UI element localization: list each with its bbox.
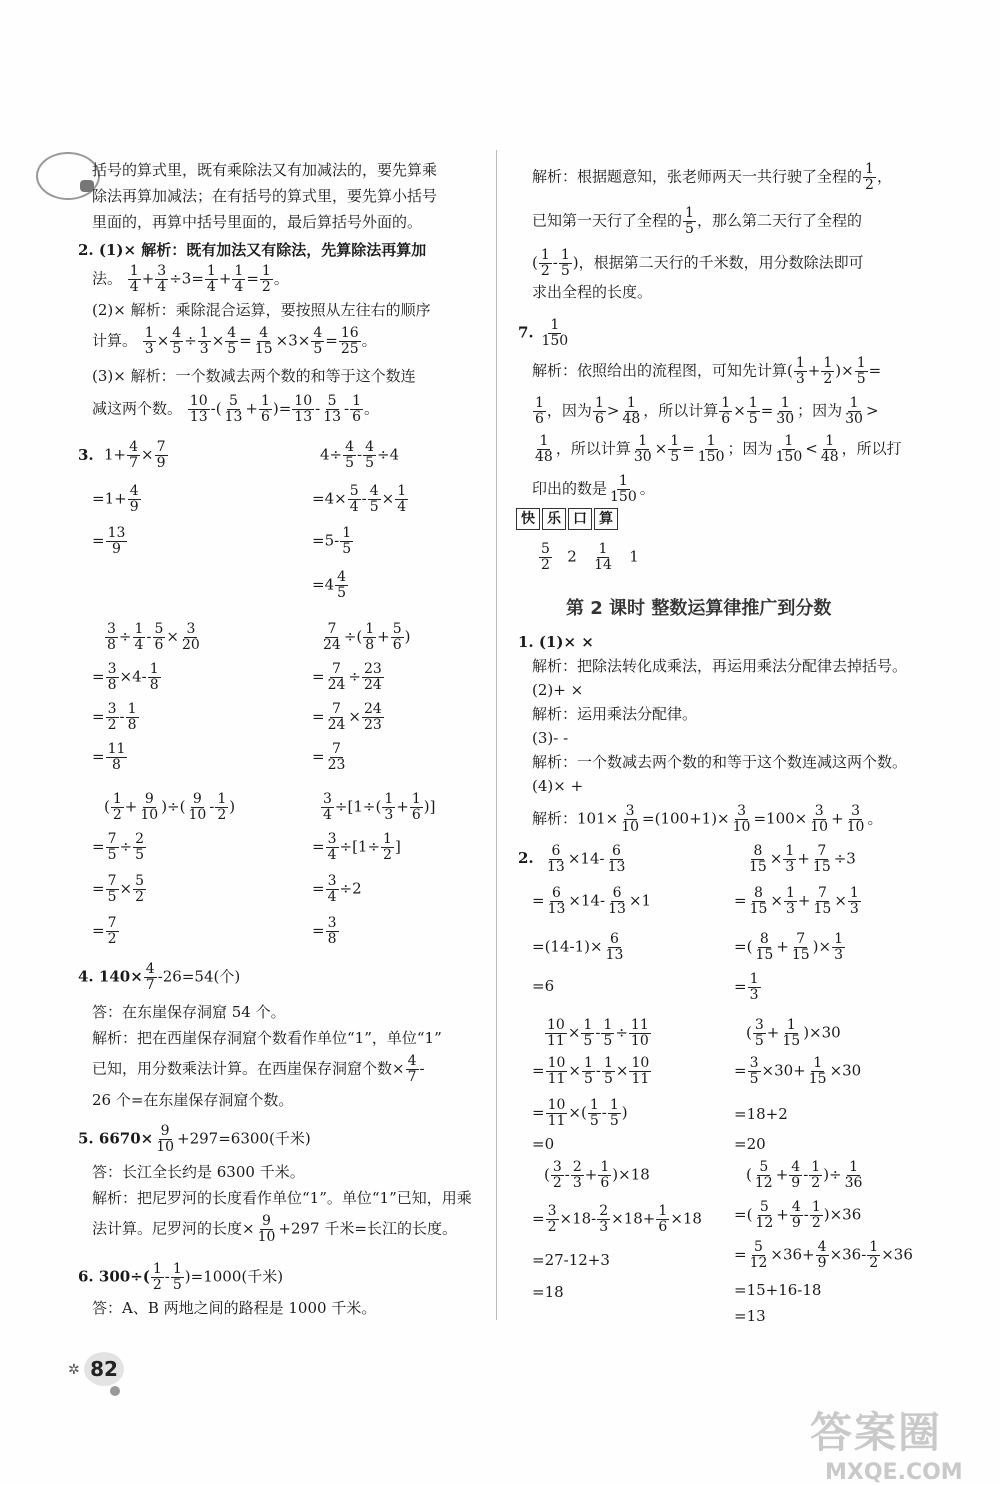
q6-calc: 6. 300÷( $\frac{1}{2}$ - $\frac{1}{5}$ )=1000(千米) bbox=[78, 1261, 284, 1293]
frac: $\frac{5}{6}$ bbox=[392, 621, 402, 653]
frac: $\frac{1}{14}$ bbox=[594, 541, 612, 573]
l2-e3: =27-12+3 bbox=[532, 1251, 610, 1269]
frac: $\frac{1}{8}$ bbox=[365, 621, 375, 653]
l2-d2: = $\frac{3}{5}$ ×30+ $\frac{1}{15}$ ×30 bbox=[734, 1055, 862, 1087]
q2-3-calc: 减这两个数。 $\frac{10}{13}$ -( $\frac{5}{13}$ + $\frac{1}{6}$ )= $\frac{10}{13}$ - $\frac{5}{13}$ - $\frac{1}{6}$ 。 bbox=[92, 393, 380, 425]
q6-text: 6. 300÷( bbox=[78, 1267, 150, 1286]
q4-jx2-text: 已知，用分数乘法计算。在西崖保存洞窟个数× bbox=[92, 1059, 405, 1078]
q6-jx1-text: 解析：根据题意知，张老师两天一共行驶了全程的 bbox=[532, 167, 863, 186]
q7-calc bbox=[518, 318, 571, 349]
q5-jx2-text: 法计算。尼罗河的长度× bbox=[92, 1219, 255, 1238]
frac: $\frac{3}{5}$ bbox=[749, 1055, 759, 1087]
q5-jx-2 bbox=[92, 1214, 457, 1245]
frac: $\frac{3}{2}$ bbox=[552, 1159, 562, 1191]
frac: $\frac{1}{2}$ bbox=[823, 355, 833, 387]
frac: $\frac{3}{4}$ bbox=[323, 791, 332, 823]
frac: $\frac{4}{7}$ bbox=[407, 1053, 417, 1085]
frac: $\frac{5}{2}$ bbox=[135, 873, 144, 905]
q4-text-b: -26=54(个) bbox=[157, 967, 241, 986]
frac: $\frac{1}{2}$ bbox=[217, 791, 227, 823]
q3-c2: = $\frac{3}{8}$ ×4- $\frac{1}{8}$ bbox=[92, 661, 159, 693]
frac: $\frac{1}{6}$ bbox=[658, 1203, 668, 1235]
kuaile-char: 快 bbox=[516, 508, 540, 530]
q7-jx2b: ，所以计算 bbox=[643, 401, 719, 420]
frac: $\frac{7}{24}$ bbox=[327, 701, 346, 733]
frac: $\frac{7}{24}$ bbox=[327, 661, 346, 693]
l2-f1: ( $\frac{5}{12}$ + $\frac{4}{9}$ - $\frac{1}{2}$ )÷ $\frac{1}{36}$ bbox=[746, 1159, 863, 1191]
frac: $\frac{1}{6}$ bbox=[352, 393, 362, 425]
frac: $\frac{10}{13}$ bbox=[189, 393, 208, 425]
frac: $\frac{1}{30}$ bbox=[633, 433, 652, 465]
frac: $\frac{5}{12}$ bbox=[755, 1199, 774, 1231]
q3-b2: =4× $\frac{5}{4}$ - $\frac{4}{5}$ × $\frac{1}{4}$ bbox=[312, 483, 407, 515]
q6-jx-3: ( $\frac{1}{2}$ - $\frac{1}{5}$ )，根据第二天行的千米数，用分数除法即可 bbox=[532, 247, 864, 279]
frac: $\frac{1}{2}$ bbox=[540, 247, 550, 279]
frac: $\frac{3}{2}$ bbox=[547, 1203, 557, 1235]
intro-line-2: 除法再算加减法；在有括号的算式里，要先算小括号 bbox=[92, 187, 438, 205]
frac: $\frac{8}{15}$ bbox=[755, 931, 774, 963]
frac: $\frac{13}{9}$ bbox=[107, 525, 126, 557]
frac: $\frac{23}{24}$ bbox=[363, 661, 382, 693]
q4-jx-3: 26 个=在东崖保存洞窟个数。 bbox=[92, 1091, 294, 1109]
frac: $\frac{6}{13}$ bbox=[607, 843, 626, 875]
frac: $\frac{1}{36}$ bbox=[844, 1159, 863, 1191]
l1-1-jx: 解析：把除法转化成乘法，再运用乘法分配律去掉括号。 bbox=[532, 657, 908, 675]
q6-jx-4: 求出全程的长度。 bbox=[532, 283, 653, 301]
l2-f3: = $\frac{5}{12}$ ×36+ $\frac{4}{9}$ ×36- $\frac{1}{2}$ ×36 bbox=[734, 1239, 913, 1271]
frac: $\frac{5}{4}$ bbox=[349, 483, 359, 515]
q3-f1: $\frac{3}{4}$ ÷[1÷( $\frac{1}{3}$ + $\frac{1}{6}$ )] bbox=[323, 791, 436, 823]
frac: $\frac{16}{25}$ bbox=[340, 325, 359, 357]
frac: $\frac{4}{5}$ bbox=[337, 569, 347, 601]
q7-jx3b: ；因为 bbox=[727, 439, 773, 458]
frac: $\frac{1}{5}$ bbox=[748, 395, 758, 427]
frac: $\frac{1}{5}$ bbox=[560, 247, 570, 279]
kuaile-ans: 2 bbox=[567, 547, 577, 566]
frac: $\frac{3}{20}$ bbox=[182, 621, 200, 653]
frac: $\frac{3}{4}$ bbox=[327, 831, 337, 863]
q2-3b: 减这两个数。 bbox=[92, 399, 183, 418]
frac: $\frac{1}{3}$ bbox=[785, 885, 795, 917]
kuaile-char: 口 bbox=[568, 508, 592, 530]
frac: $\frac{4}{7}$ bbox=[145, 961, 155, 993]
frac: $\frac{1}{5}$ bbox=[583, 1055, 593, 1087]
l2-d4: =20 bbox=[734, 1135, 766, 1153]
frac: $\frac{1}{3}$ bbox=[785, 843, 795, 875]
q7-jx-4: 印出的数是 $\frac{1}{150}$ 。 bbox=[532, 473, 655, 505]
frac: $\frac{1}{4}$ bbox=[234, 263, 244, 295]
frac: $\frac{1}{4}$ bbox=[129, 263, 139, 295]
frac: $\frac{7}{9}$ bbox=[156, 439, 166, 471]
column-divider bbox=[496, 150, 497, 1320]
frac: $\frac{1}{6}$ bbox=[600, 1159, 610, 1191]
l2-a3: =(14-1)× $\frac{6}{13}$ bbox=[532, 931, 624, 963]
l2-c2: = $\frac{10}{11}$ × $\frac{1}{5}$ - $\frac{1}{5}$ × $\frac{10}{11}$ bbox=[532, 1055, 650, 1087]
frac: $\frac{7}{2}$ bbox=[107, 915, 117, 947]
q6-jx-1: 解析：根据题意知，张老师两天一共行驶了全程的 $\frac{1}{2}$ ， bbox=[532, 161, 892, 193]
q7-jx3c: ，所以打 bbox=[841, 439, 902, 458]
frac: $\frac{1}{3}$ bbox=[795, 355, 805, 387]
frac: $\frac{7}{23}$ bbox=[327, 741, 346, 773]
l1-4jx-a: 解析：101× bbox=[532, 809, 619, 828]
lesson-title: 第 2 课时 整数运算律推广到分数 bbox=[566, 598, 832, 619]
frac: $\frac{3}{10}$ bbox=[810, 803, 829, 835]
kuaile-ans: 1 bbox=[629, 547, 639, 566]
l2-f4: =15+16-18 bbox=[734, 1281, 822, 1299]
frac: $\frac{7}{5}$ bbox=[107, 831, 117, 863]
frac: $\frac{3}{8}$ bbox=[107, 661, 117, 693]
frac: $\frac{1}{2}$ bbox=[383, 831, 392, 863]
page-number: 82 bbox=[84, 1352, 124, 1386]
q3-c3: = $\frac{3}{2}$ - $\frac{1}{8}$ bbox=[92, 701, 137, 733]
frac: $\frac{3}{5}$ bbox=[754, 1017, 764, 1049]
frac: $\frac{1}{48}$ bbox=[535, 433, 553, 465]
l2-b2: = $\frac{8}{15}$ × $\frac{1}{3}$ + $\frac{7}{15}$ × $\frac{1}{3}$ bbox=[734, 885, 859, 917]
q7-jx-2: $\frac{1}{6}$ ，因为 $\frac{1}{6}$ > $\frac{1}{48}$ ，所以计算 $\frac{1}{6}$ × $\frac{1}{5}$ = $\frac{1}{30}$ ；因为 $\frac{1}{30}$ > bbox=[535, 395, 879, 427]
q3-c1: $\frac{3}{8}$ ÷ $\frac{1}{4}$ - $\frac{5}{6}$ × $\frac{3}{20}$ bbox=[107, 621, 200, 653]
frac: $\frac{7}{5}$ bbox=[107, 873, 117, 905]
q3-label: 3. bbox=[78, 446, 94, 464]
frac: $\frac{1}{5}$ bbox=[583, 1017, 593, 1049]
frac: $\frac{1}{6}$ bbox=[411, 791, 421, 823]
frac: $\frac{4}{5}$ bbox=[227, 325, 237, 357]
frac: $\frac{6}{13}$ bbox=[547, 843, 565, 875]
frac: $\frac{1}{2}$ bbox=[261, 263, 271, 295]
q7-jx3a: ，所以计算 bbox=[555, 439, 631, 458]
frac: $\frac{7}{15}$ bbox=[813, 885, 832, 917]
frac: $\frac{5}{2}$ bbox=[541, 541, 550, 573]
q6-answer: 答：A、B 两地之间的路程是 1000 千米。 bbox=[92, 1299, 377, 1317]
l1-2: (2)+ × bbox=[532, 681, 584, 699]
q3-a1: 1+ $\frac{4}{7}$ × $\frac{7}{9}$ bbox=[104, 439, 166, 471]
q4-jx-2: 已知，用分数乘法计算。在西崖保存洞窟个数× $\frac{4}{7}$ - bbox=[92, 1053, 425, 1085]
q3-b4: =4 $\frac{4}{5}$ bbox=[312, 569, 347, 601]
kuaile-char: 算 bbox=[594, 508, 618, 530]
l1-1: 1. (1)× × bbox=[518, 633, 594, 651]
frac: $\frac{9}{10}$ bbox=[188, 791, 207, 823]
q4-answer: 答：在东崖保存洞窟 54 个。 bbox=[92, 1003, 286, 1021]
q7-jx2c: ；因为 bbox=[797, 401, 843, 420]
q3-e1: ( $\frac{1}{2}$ + $\frac{9}{10}$ )÷( $\frac{9}{10}$ - $\frac{1}{2}$ ) bbox=[104, 791, 236, 823]
q7-jx2a: ，因为 bbox=[546, 401, 592, 420]
intro-line-3: 里面的，再算中括号里面的，最后算括号外面的。 bbox=[92, 213, 423, 231]
q5-calc bbox=[78, 1124, 311, 1155]
q7-jx1-text: 解析：依照给出的流程图，可知先计算( bbox=[532, 361, 793, 380]
frac: $\frac{11}{10}$ bbox=[630, 1017, 649, 1049]
frac: $\frac{8}{15}$ bbox=[749, 885, 768, 917]
q6-text-b: )=1000(千米) bbox=[184, 1267, 284, 1286]
q2-2b: 计算。 bbox=[92, 331, 138, 350]
l2-b3: =( $\frac{8}{15}$ + $\frac{7}{15}$ )× $\frac{1}{3}$ bbox=[734, 931, 843, 963]
frac: $\frac{3}{8}$ bbox=[327, 915, 337, 947]
frac: $\frac{3}{10}$ bbox=[732, 803, 751, 835]
frac: $\frac{1}{5}$ bbox=[685, 205, 694, 237]
frac: $\frac{11}{8}$ bbox=[107, 741, 126, 773]
frac: $\frac{1}{150}$ bbox=[541, 317, 569, 349]
frac: $\frac{1}{5}$ bbox=[603, 1055, 613, 1087]
frac: $\frac{1}{6}$ bbox=[721, 395, 731, 427]
l1-4jx-d: 。 bbox=[867, 809, 883, 828]
frac: $\frac{1}{3}$ bbox=[749, 971, 759, 1003]
q6-jx-2 bbox=[532, 206, 862, 237]
l2-d1: ( $\frac{3}{5}$ + $\frac{1}{15}$ )×30 bbox=[746, 1017, 841, 1049]
frac: $\frac{9}{10}$ bbox=[156, 1123, 175, 1155]
frac: $\frac{1}{8}$ bbox=[127, 701, 137, 733]
frac: $\frac{5}{12}$ bbox=[749, 1239, 768, 1271]
q2-3: (3)× 解析：一个数减去两个数的和等于这个数连 bbox=[92, 367, 416, 385]
frac: $\frac{1}{6}$ bbox=[535, 395, 544, 427]
q6-jx2-text: 已知第一天行了全程的 bbox=[532, 211, 683, 230]
l2-a4: =6 bbox=[532, 977, 555, 995]
frac: $\frac{1}{48}$ bbox=[820, 433, 839, 465]
frac: $\frac{3}{2}$ bbox=[107, 701, 117, 733]
frac: $\frac{4}{9}$ bbox=[817, 1239, 827, 1271]
l2-c4: =0 bbox=[532, 1135, 555, 1153]
q5-answer: 答：长江全长约是 6300 千米。 bbox=[92, 1163, 305, 1181]
l2-b1: $\frac{8}{15}$ × $\frac{1}{3}$ + $\frac{7}{15}$ ÷3 bbox=[749, 843, 856, 875]
l2-e4: =18 bbox=[532, 1283, 564, 1301]
q7-jx-1: 解析：依照给出的流程图，可知先计算( $\frac{1}{3}$ + $\frac{1}{2}$ )× $\frac{1}{5}$ = bbox=[532, 355, 882, 387]
frac: $\frac{4}{9}$ bbox=[791, 1159, 801, 1191]
watermark-logo: 答案圈 MXQE.COM bbox=[810, 1408, 963, 1485]
l2-d3: =18+2 bbox=[734, 1105, 788, 1123]
frac: $\frac{1}{30}$ bbox=[776, 395, 795, 427]
frac: $\frac{4}{9}$ bbox=[791, 1199, 801, 1231]
seal-stamp bbox=[36, 152, 100, 200]
frac: $\frac{10}{13}$ bbox=[294, 393, 313, 425]
frac: $\frac{6}{13}$ bbox=[608, 885, 626, 917]
l2-c3: = $\frac{10}{11}$ ×( $\frac{1}{5}$ - $\frac{1}{5}$ ) bbox=[532, 1097, 628, 1129]
frac: $\frac{1}{3}$ bbox=[199, 325, 209, 357]
l1-4jx-c: =100× bbox=[753, 809, 808, 828]
q7-label: 7. bbox=[518, 323, 534, 342]
q2-2-calc: 计算。 $\frac{1}{3}$ × $\frac{4}{5}$ ÷ $\frac{1}{3}$ × $\frac{4}{5}$ = $\frac{4}{15}$ ×3× $\frac{4}{5}$ = $\frac{16}{25}$ 。 bbox=[92, 325, 377, 357]
l1-3: (3)- - bbox=[532, 729, 569, 747]
frac: $\frac{1}{5}$ bbox=[856, 355, 866, 387]
frac: $\frac{1}{150}$ bbox=[775, 433, 803, 465]
kuaile-kousuan-label bbox=[516, 508, 618, 530]
frac: $\frac{1}{48}$ bbox=[622, 395, 641, 427]
frac: $\frac{2}{3}$ bbox=[599, 1203, 609, 1235]
frac: $\frac{1}{150}$ bbox=[610, 473, 637, 505]
frac: $\frac{4}{5}$ bbox=[365, 439, 375, 471]
q3-a2: =1+ $\frac{4}{9}$ bbox=[92, 483, 139, 515]
frac: $\frac{1}{8}$ bbox=[149, 661, 159, 693]
q3-b1: 4÷ $\frac{4}{5}$ - $\frac{4}{5}$ ÷4 bbox=[320, 439, 400, 471]
q3-c4: = $\frac{11}{8}$ bbox=[92, 741, 126, 773]
frac: $\frac{4}{5}$ bbox=[172, 325, 182, 357]
l2-a2: = $\frac{6}{13}$ ×14- $\frac{6}{13}$ ×1 bbox=[532, 885, 652, 917]
frac: $\frac{3}{8}$ bbox=[107, 621, 116, 653]
q3-b3: =5- $\frac{1}{5}$ bbox=[312, 525, 352, 557]
frac: $\frac{1}{2}$ bbox=[112, 791, 122, 823]
q5-text: 5. 6670× bbox=[78, 1129, 154, 1148]
l2-b4: = $\frac{1}{3}$ bbox=[734, 971, 759, 1003]
frac: $\frac{10}{11}$ bbox=[547, 1097, 566, 1129]
star-icon: ✲ bbox=[68, 1362, 80, 1378]
frac: $\frac{8}{15}$ bbox=[749, 843, 767, 875]
frac: $\frac{1}{2}$ bbox=[811, 1199, 821, 1231]
q2-1-calc: 法。 $\frac{1}{4}$ + $\frac{3}{4}$ ÷3= $\frac{1}{4}$ + $\frac{1}{4}$ = $\frac{1}{2}$ 。 bbox=[92, 263, 289, 295]
frac: $\frac{5}{13}$ bbox=[224, 393, 243, 425]
frac: $\frac{1}{2}$ bbox=[152, 1261, 162, 1293]
frac: $\frac{1}{15}$ bbox=[782, 1017, 801, 1049]
q3-d4: = $\frac{7}{23}$ bbox=[312, 741, 346, 773]
frac: $\frac{24}{23}$ bbox=[363, 701, 382, 733]
frac: $\frac{2}{5}$ bbox=[135, 831, 144, 863]
frac: $\frac{7}{24}$ bbox=[323, 621, 341, 653]
q7-jx4-text: 印出的数是 bbox=[532, 479, 608, 498]
q4-jx-1: 解析：把在西崖保存洞窟个数看作单位“1”，单位“1” bbox=[92, 1029, 442, 1047]
frac: $\frac{9}{10}$ bbox=[140, 791, 159, 823]
frac: $\frac{1}{5}$ bbox=[603, 1017, 613, 1049]
frac: $\frac{1}{4}$ bbox=[206, 263, 216, 295]
q2-1 bbox=[78, 240, 426, 260]
l2-f5: =13 bbox=[734, 1307, 766, 1325]
q7-jx-3: $\frac{1}{48}$ ，所以计算 $\frac{1}{30}$ × $\frac{1}{5}$ = $\frac{1}{150}$ ；因为 $\frac{1}{150}$ < $\frac{1}{48}$ ，所以打 bbox=[535, 433, 902, 465]
frac: $\frac{5}{13}$ bbox=[323, 393, 342, 425]
frac: $\frac{10}{11}$ bbox=[547, 1055, 566, 1087]
frac: $\frac{4}{15}$ bbox=[254, 325, 273, 357]
frac: $\frac{1}{5}$ bbox=[172, 1261, 182, 1293]
q5-jx2b-text: +297 千米=长江的长度。 bbox=[278, 1219, 457, 1238]
l1-3-jx: 解析：一个数减去两个数的和等于这个数连减这两个数。 bbox=[532, 753, 908, 771]
frac: $\frac{1}{3}$ bbox=[834, 931, 843, 963]
frac: $\frac{1}{2}$ bbox=[811, 1159, 821, 1191]
frac: $\frac{1}{30}$ bbox=[845, 395, 863, 427]
q3-d3: = $\frac{7}{24}$ × $\frac{24}{23}$ bbox=[312, 701, 382, 733]
frac: $\frac{1}{5}$ bbox=[670, 433, 680, 465]
frac: $\frac{1}{2}$ bbox=[865, 161, 874, 193]
intro-line-1: 括号的算式里，既有乘除法又有加减法的，要先算乘 bbox=[92, 161, 438, 179]
frac: $\frac{1}{15}$ bbox=[808, 1055, 827, 1087]
q3-f3: = $\frac{3}{4}$ ÷2 bbox=[312, 873, 362, 905]
q5-jx-1: 解析：把尼罗河的长度看作单位“1”。单位“1”已知，用乘 bbox=[92, 1189, 472, 1207]
frac: $\frac{1}{3}$ bbox=[144, 325, 154, 357]
q3-e4: = $\frac{7}{2}$ bbox=[92, 915, 117, 947]
frac: $\frac{1}{5}$ bbox=[609, 1097, 619, 1129]
l2-a1: $\frac{6}{13}$ ×14- $\frac{6}{13}$ bbox=[547, 843, 626, 875]
q4-text: 4. 140× bbox=[78, 967, 143, 986]
q3-e3: = $\frac{7}{5}$ × $\frac{5}{2}$ bbox=[92, 873, 144, 905]
l1-2-jx: 解析：运用乘法分配律。 bbox=[532, 705, 698, 723]
q3-e2: = $\frac{7}{5}$ ÷ $\frac{2}{5}$ bbox=[92, 831, 144, 863]
q6-jx2b-text: ，那么第二天行了全程的 bbox=[696, 211, 862, 230]
frac: $\frac{1}{4}$ bbox=[397, 483, 407, 515]
frac: $\frac{9}{10}$ bbox=[257, 1213, 276, 1245]
q3-a3: = $\frac{13}{9}$ bbox=[92, 525, 126, 557]
frac: $\frac{7}{15}$ bbox=[791, 931, 810, 963]
frac: $\frac{6}{13}$ bbox=[547, 885, 566, 917]
frac: $\frac{1}{4}$ bbox=[134, 621, 144, 653]
q3-f4: = $\frac{3}{8}$ bbox=[312, 915, 337, 947]
frac: $\frac{1}{2}$ bbox=[869, 1239, 879, 1271]
frac: $\frac{7}{15}$ bbox=[812, 843, 831, 875]
q3-f2: = $\frac{3}{4}$ ÷[1÷ $\frac{1}{2}$ ] bbox=[312, 831, 401, 863]
frac: $\frac{3}{10}$ bbox=[846, 803, 865, 835]
l1-4-jx: 解析：101× $\frac{3}{10}$ =(100+1)× $\frac{3}{10}$ =100× $\frac{3}{10}$ + $\frac{3}{10}$ 。 bbox=[532, 803, 883, 835]
frac: $\frac{1}{6}$ bbox=[260, 393, 270, 425]
l2-f2: =( $\frac{5}{12}$ + $\frac{4}{9}$ - $\frac{1}{2}$ )×36 bbox=[734, 1199, 862, 1231]
decor-dot bbox=[110, 1386, 120, 1396]
frac: $\frac{4}{7}$ bbox=[129, 439, 139, 471]
frac: $\frac{4}{9}$ bbox=[129, 483, 139, 515]
l2-e2: = $\frac{3}{2}$ ×18- $\frac{2}{3}$ ×18+ $\frac{1}{6}$ ×18 bbox=[532, 1203, 702, 1235]
l2-c1: $\frac{10}{11}$ × $\frac{1}{5}$ - $\frac{1}{5}$ ÷ $\frac{11}{10}$ bbox=[547, 1017, 649, 1049]
q2-1b: 法。 bbox=[92, 269, 123, 288]
frac: $\frac{6}{13}$ bbox=[605, 931, 624, 963]
frac: $\frac{10}{11}$ bbox=[631, 1055, 650, 1087]
frac: $\frac{5}{12}$ bbox=[754, 1159, 773, 1191]
frac: $\frac{1}{5}$ bbox=[589, 1097, 599, 1129]
frac: $\frac{3}{4}$ bbox=[327, 873, 337, 905]
q2-2: (2)× 解析：乘除混合运算，要按照从左往右的顺序 bbox=[92, 301, 431, 319]
l2-e1: ( $\frac{3}{2}$ - $\frac{2}{3}$ + $\frac{1}{6}$ )×18 bbox=[544, 1159, 650, 1191]
q4-calc bbox=[78, 962, 240, 993]
frac: $\frac{10}{11}$ bbox=[547, 1017, 565, 1049]
q6-jx3-text: ，根据第二天行的千米数，用分数除法即可 bbox=[578, 253, 864, 272]
q3-d2: = $\frac{7}{24}$ ÷ $\frac{23}{24}$ bbox=[312, 661, 382, 693]
kuaile-char: 乐 bbox=[542, 508, 566, 530]
l1-4: (4)× + bbox=[532, 777, 584, 795]
frac: $\frac{4}{5}$ bbox=[313, 325, 323, 357]
frac: $\frac{1}{5}$ bbox=[342, 525, 352, 557]
q3-d1: $\frac{7}{24}$ ÷( $\frac{1}{8}$ + $\frac{5}{6}$ ) bbox=[323, 621, 411, 653]
frac: $\frac{3}{4}$ bbox=[157, 263, 167, 295]
q5-text-b: +297=6300(千米) bbox=[177, 1129, 311, 1148]
frac: $\frac{1}{3}$ bbox=[384, 791, 394, 823]
frac: $\frac{3}{10}$ bbox=[621, 803, 640, 835]
frac: $\frac{2}{3}$ bbox=[572, 1159, 582, 1191]
frac: $\frac{1}{3}$ bbox=[849, 885, 859, 917]
q2-1-text: 2. (1)× 解析：既有加法又有除法，先算除法再算加 bbox=[78, 241, 427, 259]
l2-label: 2. bbox=[518, 849, 534, 867]
frac: $\frac{1}{150}$ bbox=[697, 433, 725, 465]
frac: $\frac{4}{5}$ bbox=[345, 439, 355, 471]
frac: $\frac{4}{5}$ bbox=[369, 483, 379, 515]
kuaile-answers bbox=[538, 542, 639, 573]
frac: $\frac{5}{6}$ bbox=[154, 621, 164, 653]
l1-4jx-b: =(100+1)× bbox=[642, 809, 730, 828]
frac: $\frac{1}{6}$ bbox=[594, 395, 604, 427]
